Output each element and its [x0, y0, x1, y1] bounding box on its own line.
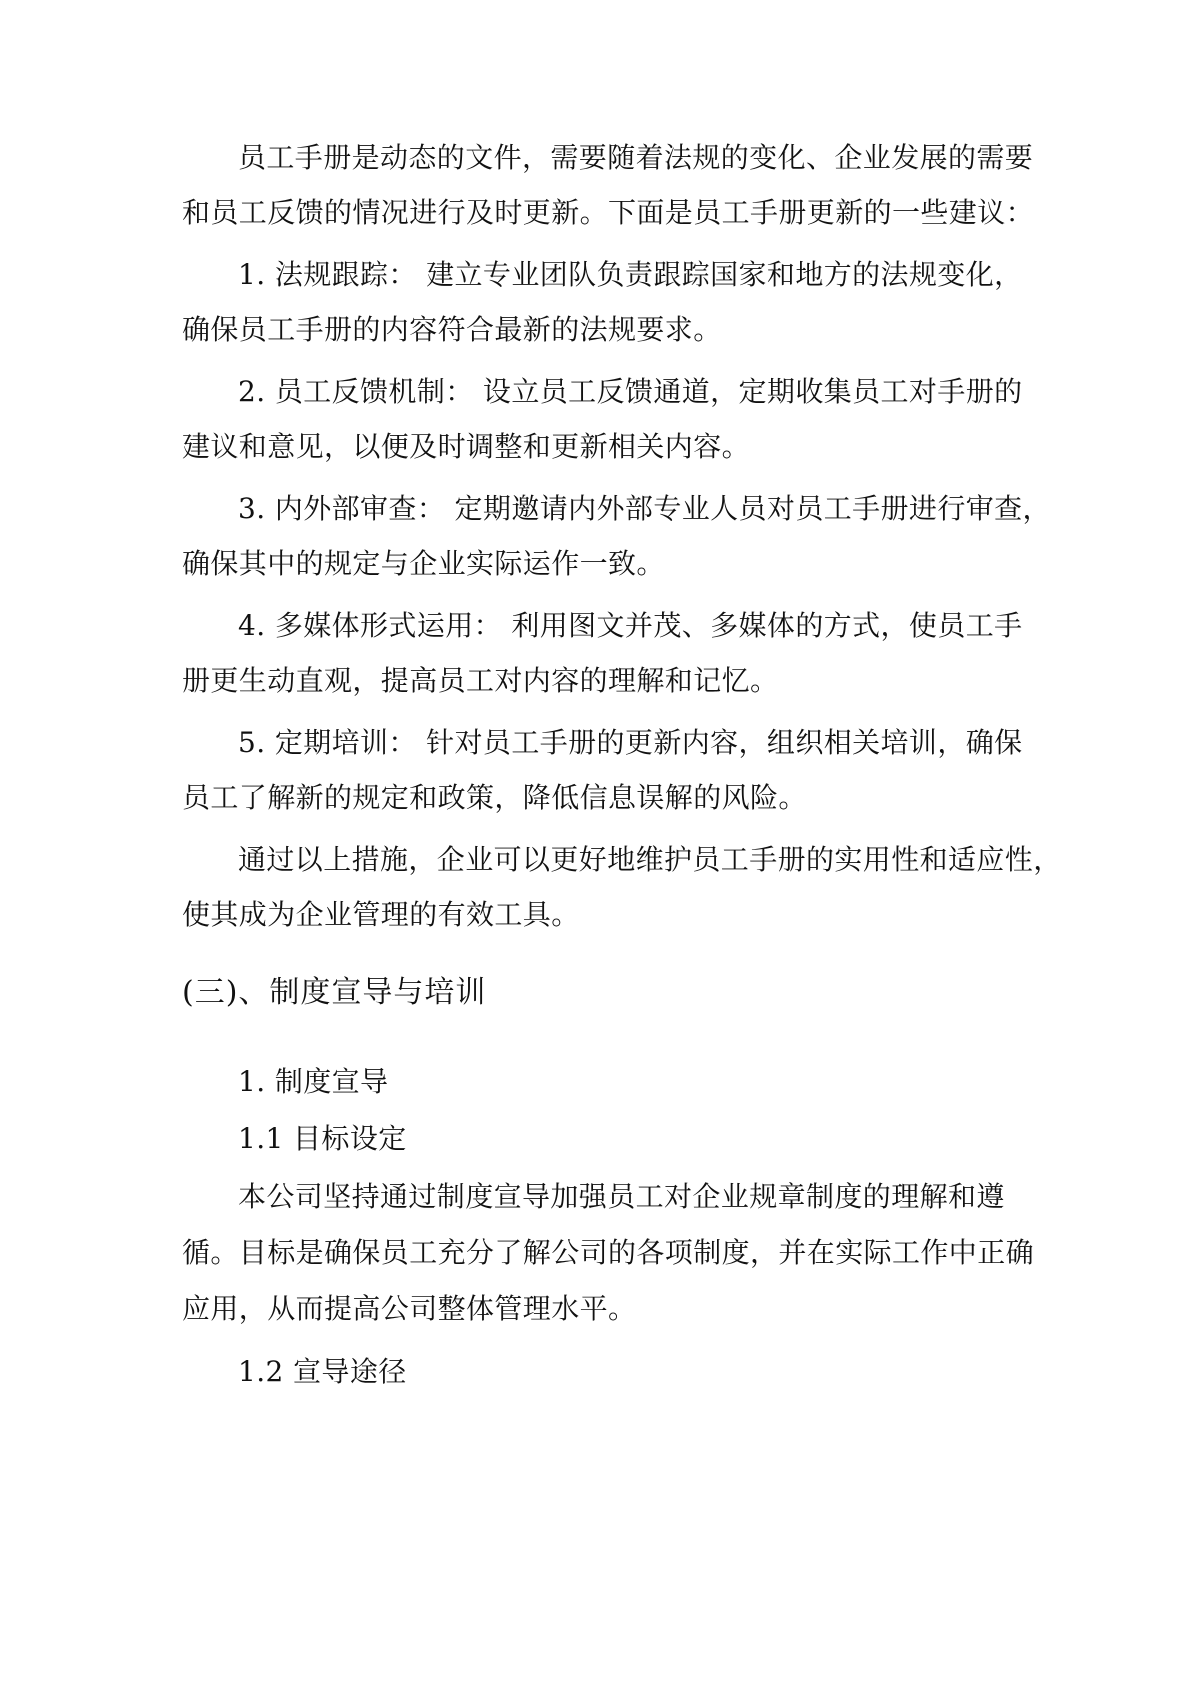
paragraph-intro-line-1: 员工手册是动态的文件，需要随着法规的变化、企业发展的需要 [238, 141, 1034, 174]
subheading-1-2: 1.2 宣导途径 [238, 1355, 407, 1388]
item-1-line-2: 确保员工手册的内容符合最新的法规要求。 [182, 313, 722, 346]
item-2-line-1: 2. 员工反馈机制： 设立员工反馈通道，定期收集员工对手册的 [238, 375, 1023, 408]
subheading-1-1: 1.1 目标设定 [238, 1122, 407, 1155]
section-heading: (三)、制度宣导与培训 [182, 975, 487, 1010]
item-5-line-1: 5. 定期培训： 针对员工手册的更新内容，组织相关培训，确保 [238, 726, 1023, 759]
subheading-1: 1. 制度宣导 [238, 1065, 389, 1098]
item-5-line-2: 员工了解新的规定和政策，降低信息误解的风险。 [182, 781, 807, 814]
goal-paragraph-line-3: 应用，从而提高公司整体管理水平。 [182, 1292, 637, 1325]
item-3-line-2: 确保其中的规定与企业实际运作一致。 [182, 547, 665, 580]
conclusion-line-1: 通过以上措施，企业可以更好地维护员工手册的实用性和适应性， [238, 843, 1062, 876]
item-2-line-2: 建议和意见，以便及时调整和更新相关内容。 [182, 430, 751, 463]
item-4-line-2: 册更生动直观，提高员工对内容的理解和记忆。 [182, 664, 779, 697]
goal-paragraph-line-2: 循。目标是确保员工充分了解公司的各项制度，并在实际工作中正确 [182, 1236, 1035, 1269]
goal-paragraph-line-1: 本公司坚持通过制度宣导加强员工对企业规章制度的理解和遵 [238, 1180, 1005, 1213]
document-page [182, 0, 1062, 1684]
item-1-line-1: 1. 法规跟踪： 建立专业团队负责跟踪国家和地方的法规变化， [238, 258, 1023, 291]
item-4-line-1: 4. 多媒体形式运用： 利用图文并茂、多媒体的方式，使员工手 [238, 609, 1023, 642]
item-3-line-1: 3. 内外部审查： 定期邀请内外部专业人员对员工手册进行审查， [238, 492, 1051, 525]
conclusion-line-2: 使其成为企业管理的有效工具。 [182, 898, 580, 931]
paragraph-intro-line-2: 和员工反馈的情况进行及时更新。下面是员工手册更新的一些建议： [182, 196, 1035, 229]
